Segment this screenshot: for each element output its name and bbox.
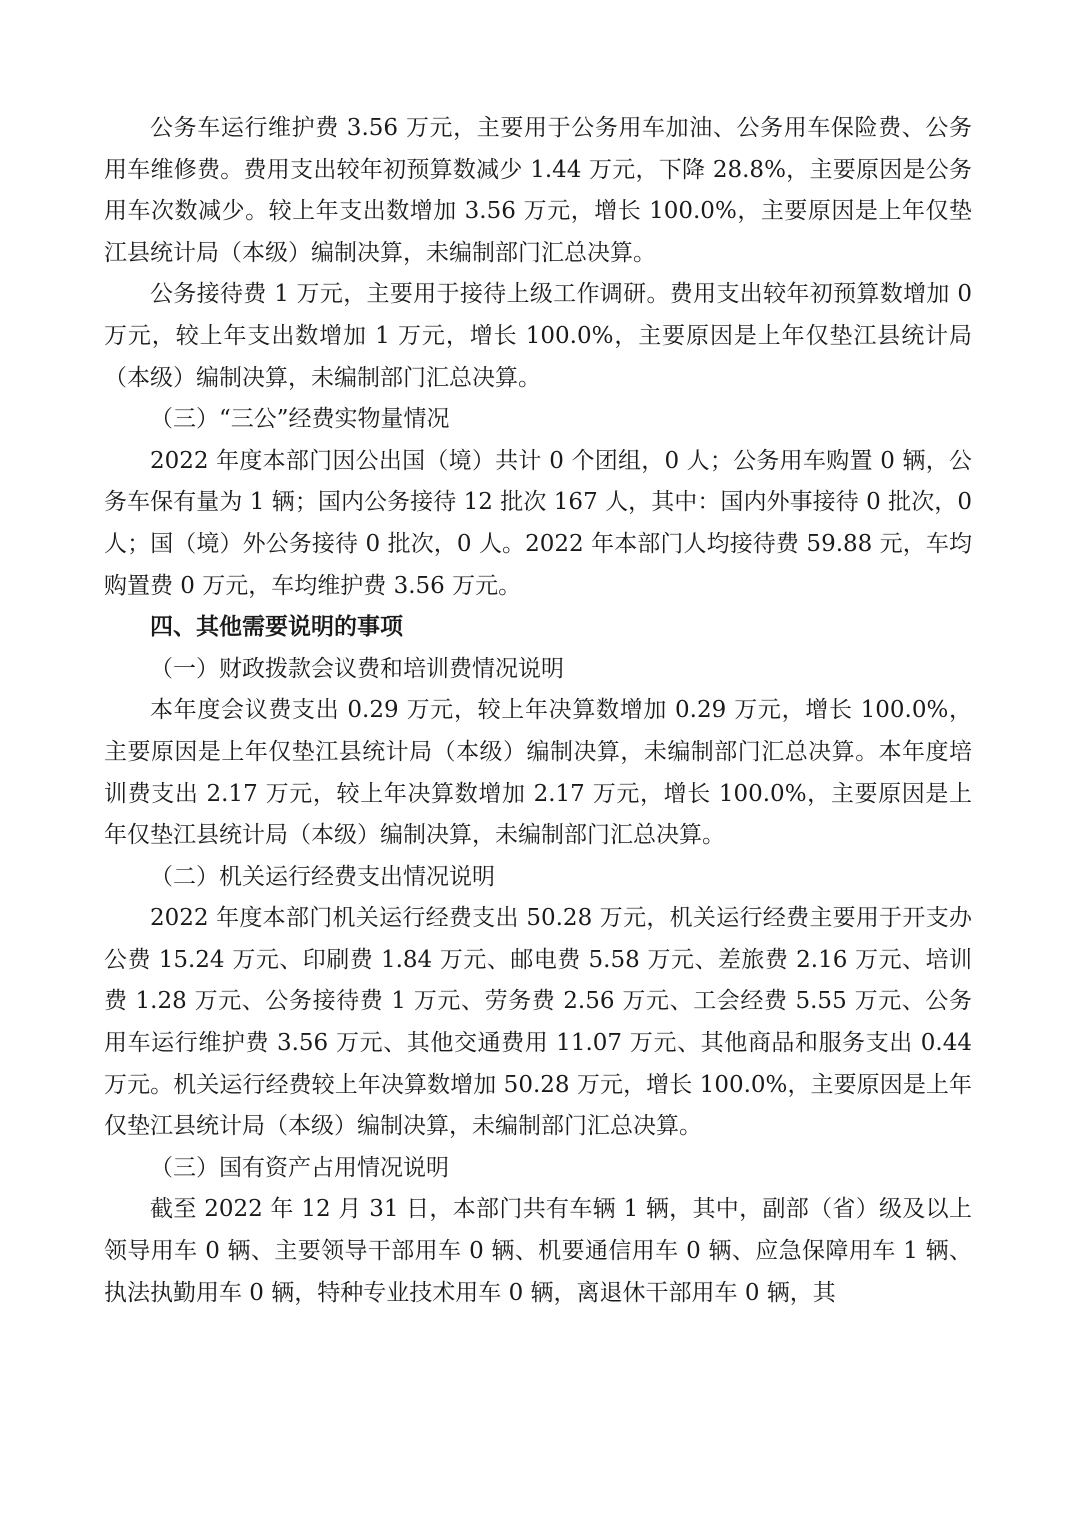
subheading-three-public-physical: （三）“三公”经费实物量情况 <box>150 406 450 433</box>
paragraph-physical-quantity: 2022 年度本部门因公出国（境）共计 0 个团组，0 人；公务用车购置 0 辆，公务车保有量为 1 辆；国内公务接待 12 批次 167 人，其中：国内外事接待 0 批次，0 人；国（境）外公务接待 0 批次，0 人。2022 年本部门人均接待费 59.88 元，车均购置费 0 万元，车均维护费 3.56 万元。 <box>104 447 972 599</box>
subheading-state-assets: （三）国有资产占用情况说明 <box>150 1154 449 1181</box>
paragraph-operating-expenses: 2022 年度本部门机关运行经费支出 50.28 万元，机关运行经费主要用于开支办公费 15.24 万元、印刷费 1.84 万元、邮电费 5.58 万元、差旅费 2.16 万元、培训费 1.28 万元、公务接待费 1 万元、劳务费 2.56 万元、工会经费 5.55 万元、公务用车运行维护费 3.56 万元、其他交通费用 11.07 万元、其他商品和服务支出 0.44 万元。机关运行经费较上年决算数增加 50.28 万元，增长 100.0%，主要原因是上年仅垫江县统计局（本级）编制决算，未编制部门汇总决算。 <box>104 905 972 1140</box>
paragraph-meeting-training: 本年度会议费支出 0.29 万元，较上年决算数增加 0.29 万元，增长 100.0%，主要原因是上年仅垫江县统计局（本级）编制决算，未编制部门汇总决算。本年度培训费支出 2.17 万元，较上年决算数增加 2.17 万元，增长 100.0%，主要原因是上年仅垫江县统计局（本级）编制决算，未编制部门汇总决算。 <box>104 697 972 849</box>
subheading-meeting-training: （一）财政拨款会议费和培训费情况说明 <box>150 655 564 682</box>
paragraph-reception-fee: 公务接待费 1 万元，主要用于接待上级工作调研。费用支出较年初预算数增加 0 万元，较上年支出数增加 1 万元，增长 100.0%，主要原因是上年仅垫江县统计局（本级）编制决算，未编制部门汇总决算。 <box>104 281 972 391</box>
document-page <box>104 108 972 1314</box>
paragraph-vehicle-maintenance: 公务车运行维护费 3.56 万元，主要用于公务用车加油、公务用车保险费、公务用车维修费。费用支出较年初预算数减少 1.44 万元，下降 28.8%，主要原因是公务用车次数减少。较上年支出数增加 3.56 万元，增长 100.0%，主要原因是上年仅垫江县统计局（本级）编制决算，未编制部门汇总决算。 <box>104 115 972 266</box>
paragraph-state-assets: 截至 2022 年 12 月 31 日，本部门共有车辆 1 辆，其中，副部（省）级及以上领导用车 0 辆、主要领导干部用车 0 辆、机要通信用车 0 辆、应急保障用车 1 辆、执法执勤用车 0 辆，特种专业技术用车 0 辆，离退休干部用车 0 辆，其 <box>104 1196 972 1306</box>
section-heading-other-matters: 四、其他需要说明的事项 <box>150 614 403 641</box>
subheading-operating-expenses: （二）机关运行经费支出情况说明 <box>150 863 495 890</box>
